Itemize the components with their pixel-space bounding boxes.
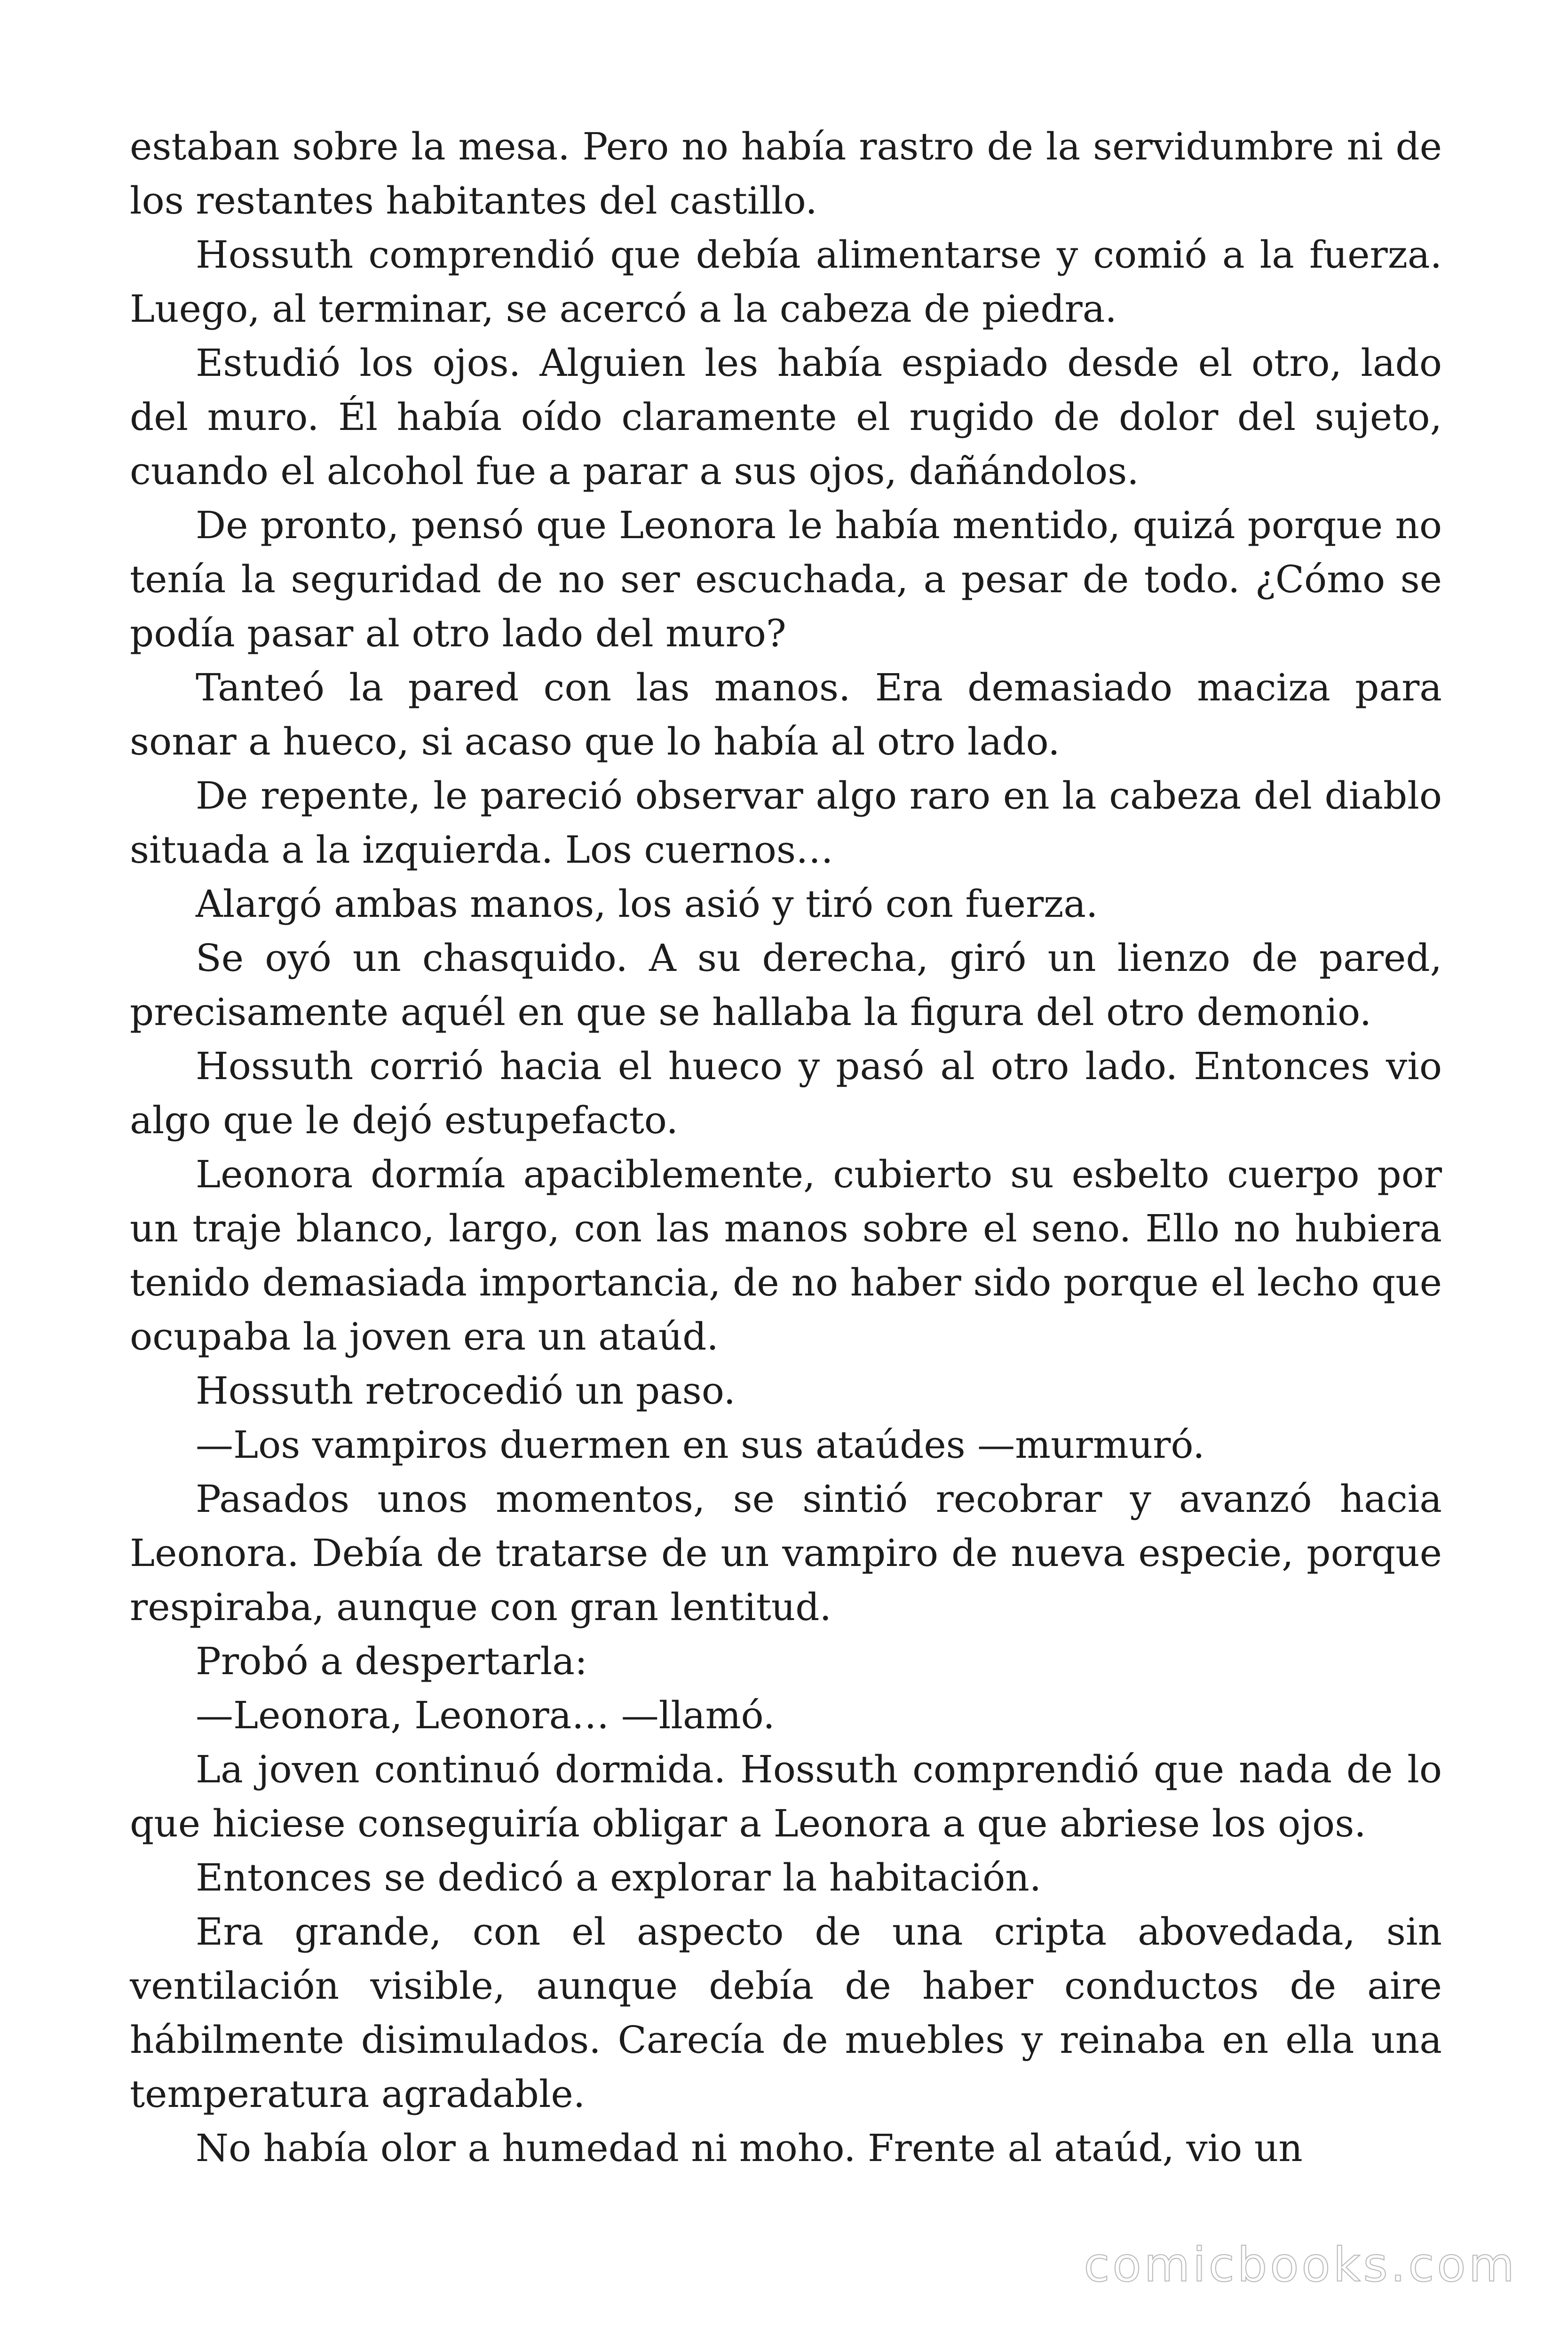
paragraph-9: Hossuth corrió hacia el hueco y pasó al otro lado. Entonces vio algo que le dejó estupefacto. — [130, 1044, 1442, 1142]
paragraph-17: Entonces se dedicó a explorar la habitación. — [196, 1856, 1042, 1899]
paragraph-5: Tanteó la pared con las manos. Era demasiado maciza para sonar a hueco, si acaso que lo había al otro lado. — [130, 666, 1442, 763]
paragraph-8: Se oyó un chasquido. A su derecha, giró un lienzo de pared, precisamente aquél en que se hallaba la figura del otro demonio. — [130, 936, 1442, 1034]
paragraph-15: —Leonora, Leonora… —llamó. — [196, 1693, 775, 1737]
paragraph-7: Alargó ambas manos, los asió y tiró con fuerza. — [196, 882, 1098, 926]
paragraph-13: Pasados unos momentos, se sintió recobrar y avanzó hacia Leonora. Debía de tratarse de un vampiro de nueva especie, porque respiraba, aunque con gran lentitud. — [130, 1477, 1442, 1629]
paragraph-12: —Los vampiros duermen en sus ataúdes —murmuró. — [196, 1423, 1205, 1467]
paragraph-6: De repente, le pareció observar algo raro en la cabeza del diablo situada a la izquierda. Los cuernos… — [130, 774, 1442, 872]
paragraph-2: Hossuth comprendió que debía alimentarse y comió a la fuerza. Luego, al terminar, se acercó a la cabeza de piedra. — [130, 233, 1442, 331]
paragraph-10: Leonora dormía apaciblemente, cubierto su esbelto cuerpo por un traje blanco, largo, con las manos sobre el seno. Ello no hubiera tenido demasiada importancia, de no haber sido porque el lecho que ocupaba la joven era un ataúd. — [130, 1152, 1442, 1359]
page-body — [130, 119, 1442, 2175]
paragraph-19: No había olor a humedad ni moho. Frente al ataúd, vio un — [196, 2126, 1303, 2170]
watermark: comicbooks.com — [1084, 2237, 1517, 2292]
paragraph-3: Estudió los ojos. Alguien les había espiado desde el otro, lado del muro. Él había oído claramente el rugido de dolor del sujeto, cuando el alcohol fue a parar a sus ojos, dañándolos. — [130, 341, 1442, 493]
paragraph-14: Probó a despertarla: — [196, 1639, 587, 1683]
paragraph-4: De pronto, pensó que Leonora le había mentido, quizá porque no tenía la seguridad de no ser escuchada, a pesar de todo. ¿Cómo se podía pasar al otro lado del muro? — [130, 503, 1442, 655]
paragraph-11: Hossuth retrocedió un paso. — [196, 1369, 736, 1413]
paragraph-18: Era grande, con el aspecto de una cripta abovedada, sin ventilación visible, aunque debía de haber conductos de aire hábilmente disimulados. Carecía de muebles y reinaba en ella una temperatura agradable. — [130, 1910, 1442, 2116]
paragraph-16: La joven continuó dormida. Hossuth comprendió que nada de lo que hiciese conseguiría obligar a Leonora a que abriese los ojos. — [130, 1748, 1442, 1845]
paragraph-1: estaban sobre la mesa. Pero no había rastro de la servidumbre ni de los restantes habitantes del castillo. — [130, 125, 1442, 222]
